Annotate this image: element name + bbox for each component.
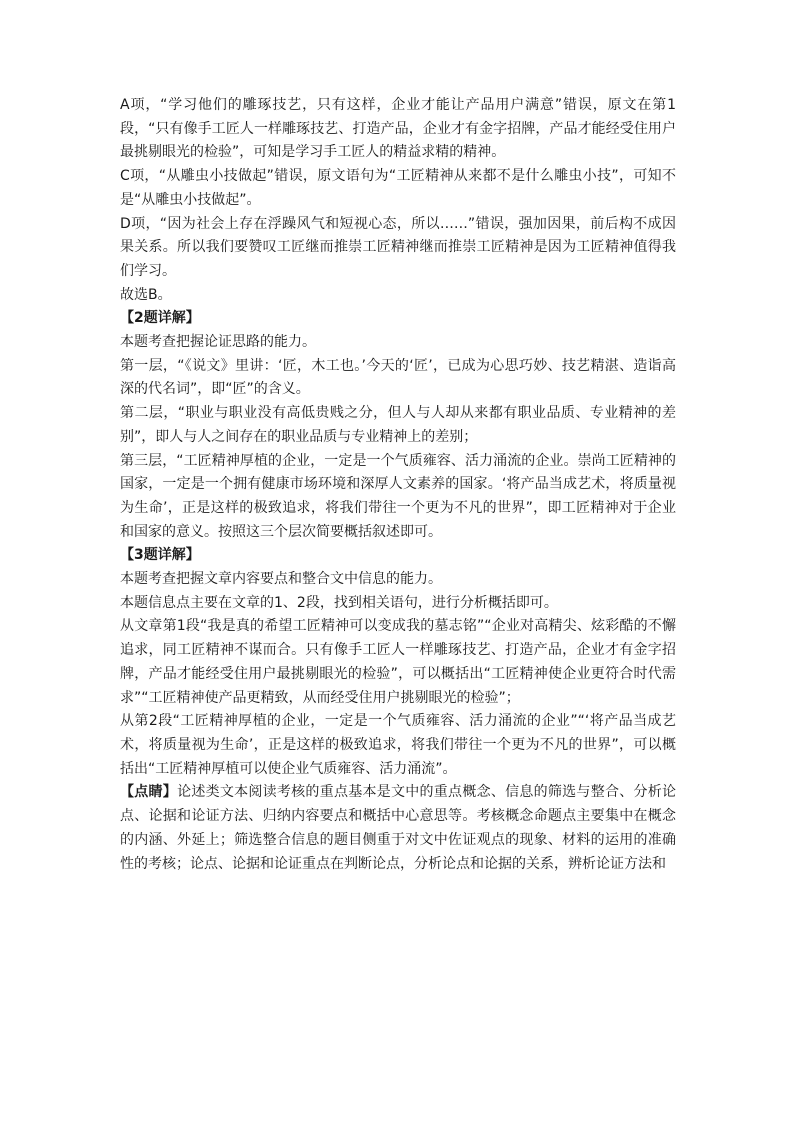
paragraph-q2-layer1: 第一层，“《说文》里讲：‘匠，木工也。’今天的‘匠’，已成为心思巧妙、技艺精湛、造诣高深的代名词”，即“匠”的含义。	[120, 357, 676, 398]
paragraph-q3-para1: 从文章第1段“我是真的希望工匠精神可以变成我的墓志铭”“企业对高精尖、炫彩酷的不懈追求，同工匠精神不谋而合。只有像手工匠人一样雕琢技艺、打造产品，企业才有金字招牌，产品才能经受住用户最挑剔眼光的检验”，可以概括出“工匠精神使企业更符合时代需求”“工匠精神使产品更精致，从而经受住用户挑剔眼光的检验”；	[120, 618, 676, 706]
paragraph-answer: 故选B。	[120, 286, 172, 303]
paragraph-q3-intro: 本题考查把握文章内容要点和整合文中信息的能力。	[120, 571, 442, 588]
paragraph-option-a: A项，“学习他们的雕琢技艺，只有这样，企业才能让产品用户满意”错误，原文在第1段，“只有像手工匠人一样雕琢技艺、打造产品，企业才有金字招牌，产品才能经受住用户最挑剔眼光的检验”，可知是学习手工匠人的精益求精的精神。	[120, 97, 676, 161]
paragraph-dianjing	[120, 781, 676, 876]
paragraph-option-d: D项，“因为社会上存在浮躁风气和短视心态，所以……”错误，强加因果，前后构不成因果关系。所以我们要赞叹工匠继而推崇工匠精神继而推崇工匠精神是因为工匠精神值得我们学习。	[120, 215, 676, 279]
paragraph-q2-intro: 本题考查把握论证思路的能力。	[120, 334, 316, 351]
section-heading-q2: 【2题详解】	[120, 310, 200, 327]
paragraph-q2-layer3: 第三层，“工匠精神厚植的企业，一定是一个气质雍容、活力涌流的企业。崇尚工匠精神的国家，一定是一个拥有健康市场环境和深厚人文素养的国家。‘将产品当成艺术，将质量视为生命’，正是这样的极致追求，将我们带往一个更为不凡的世界”，即工匠精神对于企业和国家的意义。按照这三个层次简要概括叙述即可。	[120, 452, 676, 540]
paragraph-q3-scope: 本题信息点主要在文章的1、2段，找到相关语句，进行分析概括即可。	[120, 594, 558, 611]
paragraph-q2-layer2: 第二层，“职业与职业没有高低贵贱之分，但人与人却从来都有职业品质、专业精神的差别”，即人与人之间存在的职业品质与专业精神上的差别；	[120, 405, 676, 445]
paragraph-q3-para2: 从第2段“工匠精神厚植的企业，一定是一个气质雍容、活力涌流的企业”“‘将产品当成艺术，将质量视为生命’，正是这样的极致追求，将我们带往一个更为不凡的世界”，可以概括出“工匠精神厚植可以使企业气质雍容、活力涌流”。	[120, 713, 676, 777]
document-body	[120, 94, 676, 876]
paragraph-option-c: C项，“从雕虫小技做起”错误，原文语句为“工匠精神从来都不是什么雕虫小技”，可知不是“从雕虫小技做起”。	[120, 168, 676, 208]
dianjing-text: 论述类文本阅读考核的重点基本是文中的重点概念、信息的筛选与整合、分析论点、论据和论证方法、归纳内容要点和概括中心意思等。考核概念命题点主要集中在概念的内涵、外延上；筛选整合信息的题目侧重于对文中佐证观点的现象、材料的运用的准确性的考核；论点、论据和论证重点在判断论点，分析论点和论据的关系，辨析论证方法和	[120, 784, 677, 872]
section-heading-q3: 【3题详解】	[120, 547, 200, 564]
dianjing-label: 【点睛】	[120, 784, 178, 801]
